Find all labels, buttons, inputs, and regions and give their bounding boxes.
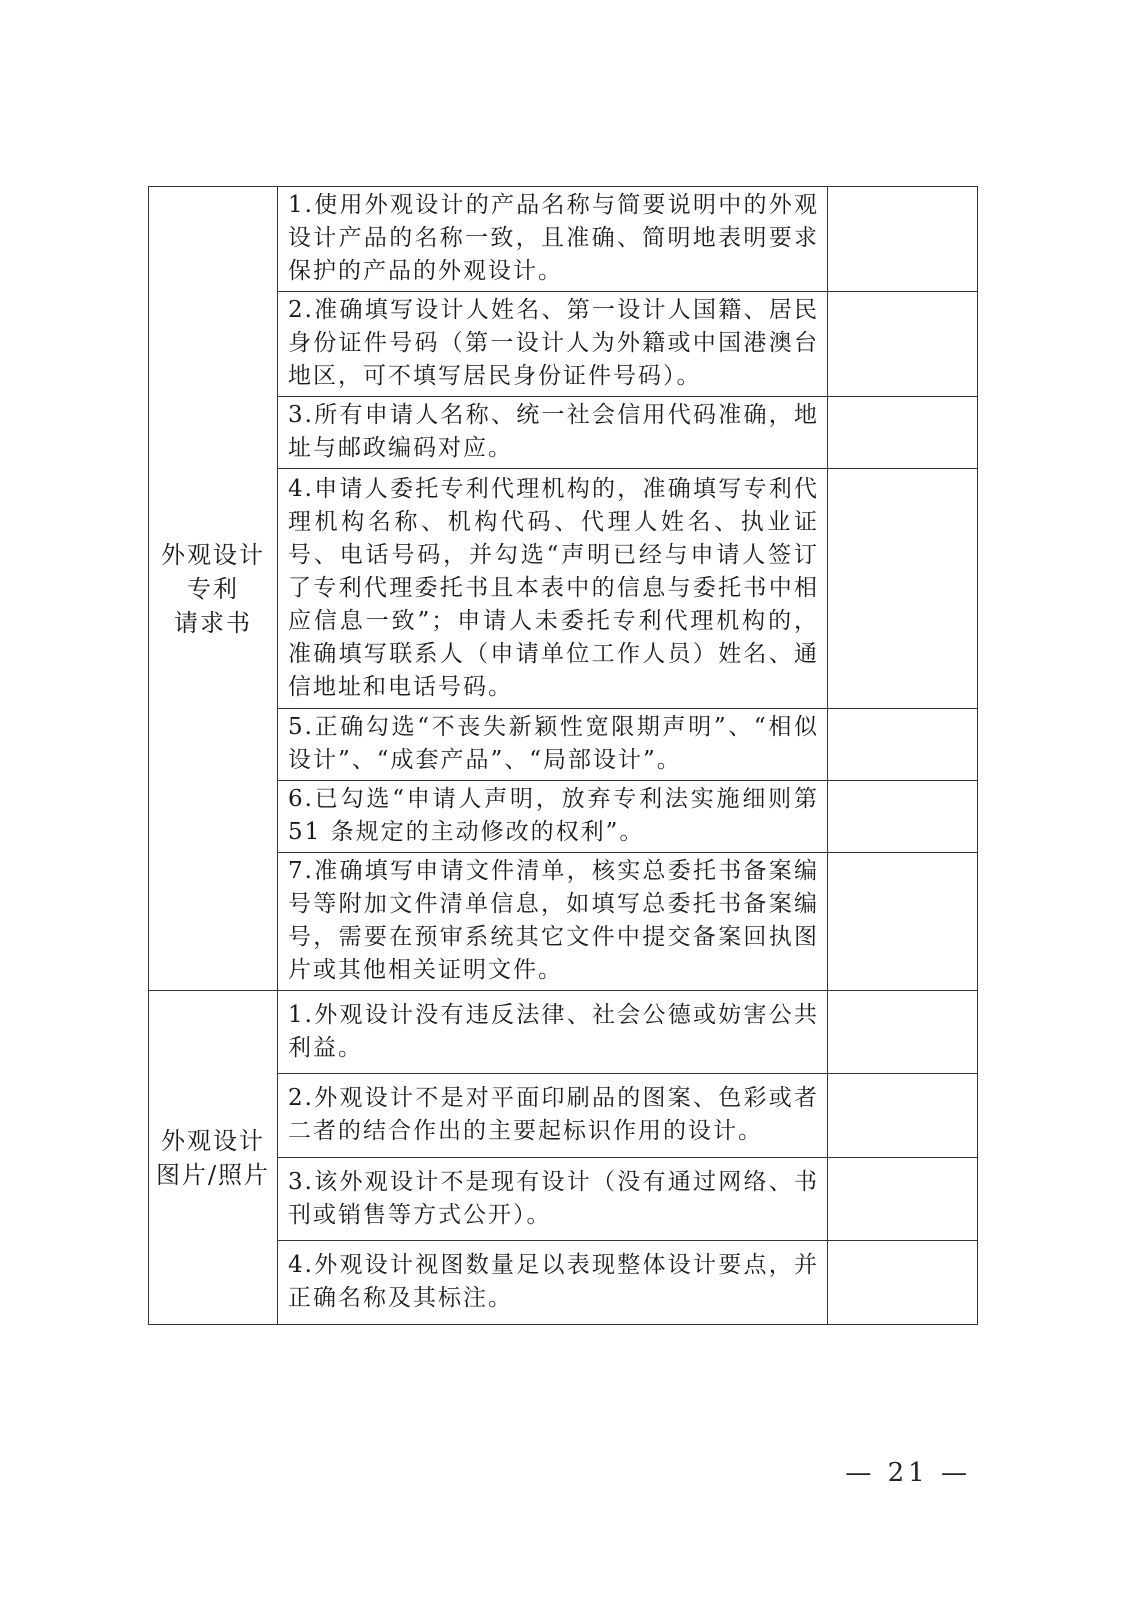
- check-item-text: 2.外观设计不是对平面印刷品的图案、色彩或者二者的结合作出的主要起标识作用的设计。: [278, 1074, 828, 1158]
- check-result-cell[interactable]: [828, 1158, 978, 1241]
- category-label-line: 图片/照片: [155, 1160, 271, 1189]
- check-result-cell[interactable]: [828, 292, 978, 397]
- check-result-cell[interactable]: [828, 397, 978, 469]
- category-label-line: 外观设计: [161, 540, 265, 569]
- check-result-cell[interactable]: [828, 991, 978, 1074]
- check-item-text: 4.外观设计视图数量足以表现整体设计要点，并正确名称及其标注。: [278, 1241, 828, 1325]
- check-result-cell[interactable]: [828, 781, 978, 853]
- category-cell-design-images: [149, 991, 278, 1325]
- check-item-text: 1.外观设计没有违反法律、社会公德或妨害公共利益。: [278, 991, 828, 1074]
- check-item-text: 5.正确勾选“不丧失新颖性宽限期声明”、“相似设计”、“成套产品”、“局部设计”。: [278, 709, 828, 781]
- table-row: [149, 991, 978, 1074]
- check-item-text: 6.已勾选“申请人声明，放弃专利法实施细则第 51 条规定的主动修改的权利”。: [278, 781, 828, 853]
- check-result-cell[interactable]: [828, 1241, 978, 1325]
- check-item-text: 1.使用外观设计的产品名称与简要说明中的外观设计产品的名称一致，且准确、简明地表明要求保护的产品的外观设计。: [278, 187, 828, 292]
- check-result-cell[interactable]: [828, 187, 978, 292]
- check-item-text: 3.该外观设计不是现有设计（没有通过网络、书刊或销售等方式公开）。: [278, 1158, 828, 1241]
- page-number: — 21 —: [845, 1458, 971, 1488]
- check-item-text: 4.申请人委托专利代理机构的，准确填写专利代理机构名称、机构代码、代理人姓名、执业证号、电话号码，并勾选“声明已经与申请人签订了专利代理委托书且本表中的信息与委托书中相应信息一致”；申请人未委托专利代理机构的，准确填写联系人（申请单位工作人员）姓名、通信地址和电话号码。: [278, 469, 828, 709]
- category-label-line: 专利: [187, 574, 239, 603]
- check-result-cell[interactable]: [828, 469, 978, 709]
- check-item-text: 2.准确填写设计人姓名、第一设计人国籍、居民身份证件号码（第一设计人为外籍或中国港澳台地区，可不填写居民身份证件号码）。: [278, 292, 828, 397]
- check-result-cell[interactable]: [828, 1074, 978, 1158]
- check-item-text: 7.准确填写申请文件清单，核实总委托书备案编号等附加文件清单信息，如填写总委托书备案编号，需要在预审系统其它文件中提交备案回执图片或其他相关证明文件。: [278, 853, 828, 991]
- review-checklist-table: [148, 186, 978, 1325]
- check-item-text: 3.所有申请人名称、统一社会信用代码准确，地址与邮政编码对应。: [278, 397, 828, 469]
- category-cell-request-form: [149, 187, 278, 991]
- category-label-line: 请求书: [174, 608, 252, 637]
- check-result-cell[interactable]: [828, 709, 978, 781]
- table-row: [149, 187, 978, 292]
- category-label-line: 外观设计: [161, 1126, 265, 1155]
- check-result-cell[interactable]: [828, 853, 978, 991]
